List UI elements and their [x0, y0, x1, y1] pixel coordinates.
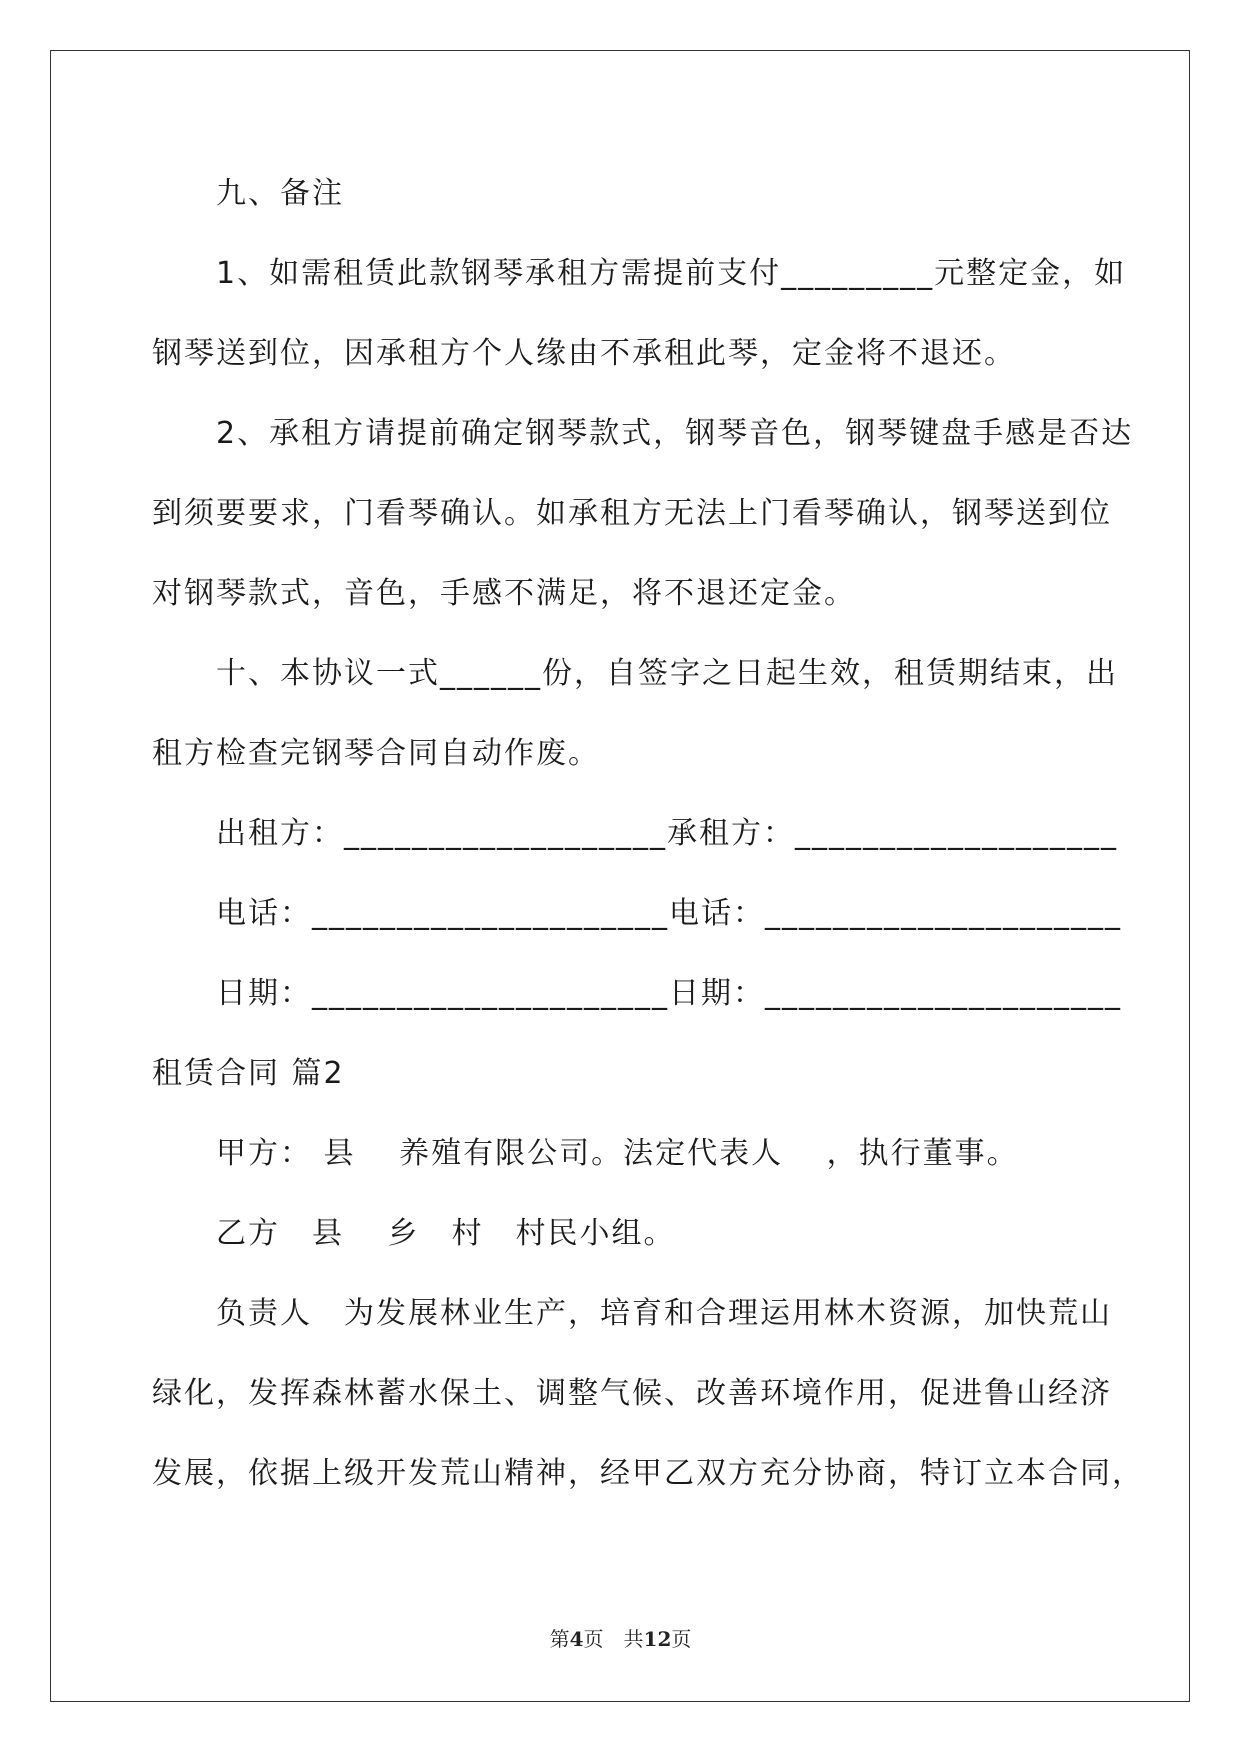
paragraph-line: 对钢琴款式，音色，手感不满足，将不退还定金。: [152, 576, 856, 611]
party-a-line: 甲方： 县 养殖有限公司。法定代表人 ，执行董事。: [216, 1136, 1019, 1171]
paragraph-line: 到须要要求，门看琴确认。如承租方无法上门看琴确认，钢琴送到位: [152, 496, 1112, 531]
page-number-footer: [0, 1626, 1241, 1652]
paragraph-line: 发展，依据上级开发荒山精神，经甲乙双方充分协商，特订立本合同，: [152, 1456, 1144, 1491]
page-prefix: 第: [549, 1627, 570, 1651]
paragraph-line: 2、承租方请提前确定钢琴款式，钢琴音色，钢琴键盘手感是否达: [216, 416, 1134, 451]
signature-line-parties: 出租方：___________________承租方：___________________: [216, 816, 1118, 851]
page-mid: 页 共: [583, 1627, 644, 1651]
page-current: 4: [569, 1627, 584, 1651]
section-heading-remarks: 九、备注: [216, 176, 344, 211]
paragraph-line: 1、如需租赁此款钢琴承租方需提前支付_________元整定金，如: [216, 256, 1127, 291]
section-title-contract-2: 租赁合同 篇2: [152, 1056, 345, 1091]
signature-line-phone: 电话：_____________________电话：_____________________: [216, 896, 1122, 931]
paragraph-line: 绿化，发挥森林蓄水保土、调整气候、改善环境作用，促进鲁山经济: [152, 1376, 1112, 1411]
page-total: 12: [643, 1627, 672, 1651]
paragraph-line: 租方检查完钢琴合同自动作废。: [152, 736, 600, 771]
page-suffix: 页: [671, 1627, 692, 1651]
signature-line-date: 日期：_____________________日期：_____________________: [216, 976, 1122, 1011]
paragraph-line: 钢琴送到位，因承租方个人缘由不承租此琴，定金将不退还。: [152, 336, 1016, 371]
paragraph-line: 负责人 为发展林业生产，培育和合理运用林木资源，加快荒山: [216, 1296, 1112, 1331]
paragraph-line: 十、本协议一式______份，自签字之日起生效，租赁期结束，出: [216, 656, 1118, 691]
party-b-line: 乙方 县 乡 村 村民小组。: [216, 1216, 676, 1251]
